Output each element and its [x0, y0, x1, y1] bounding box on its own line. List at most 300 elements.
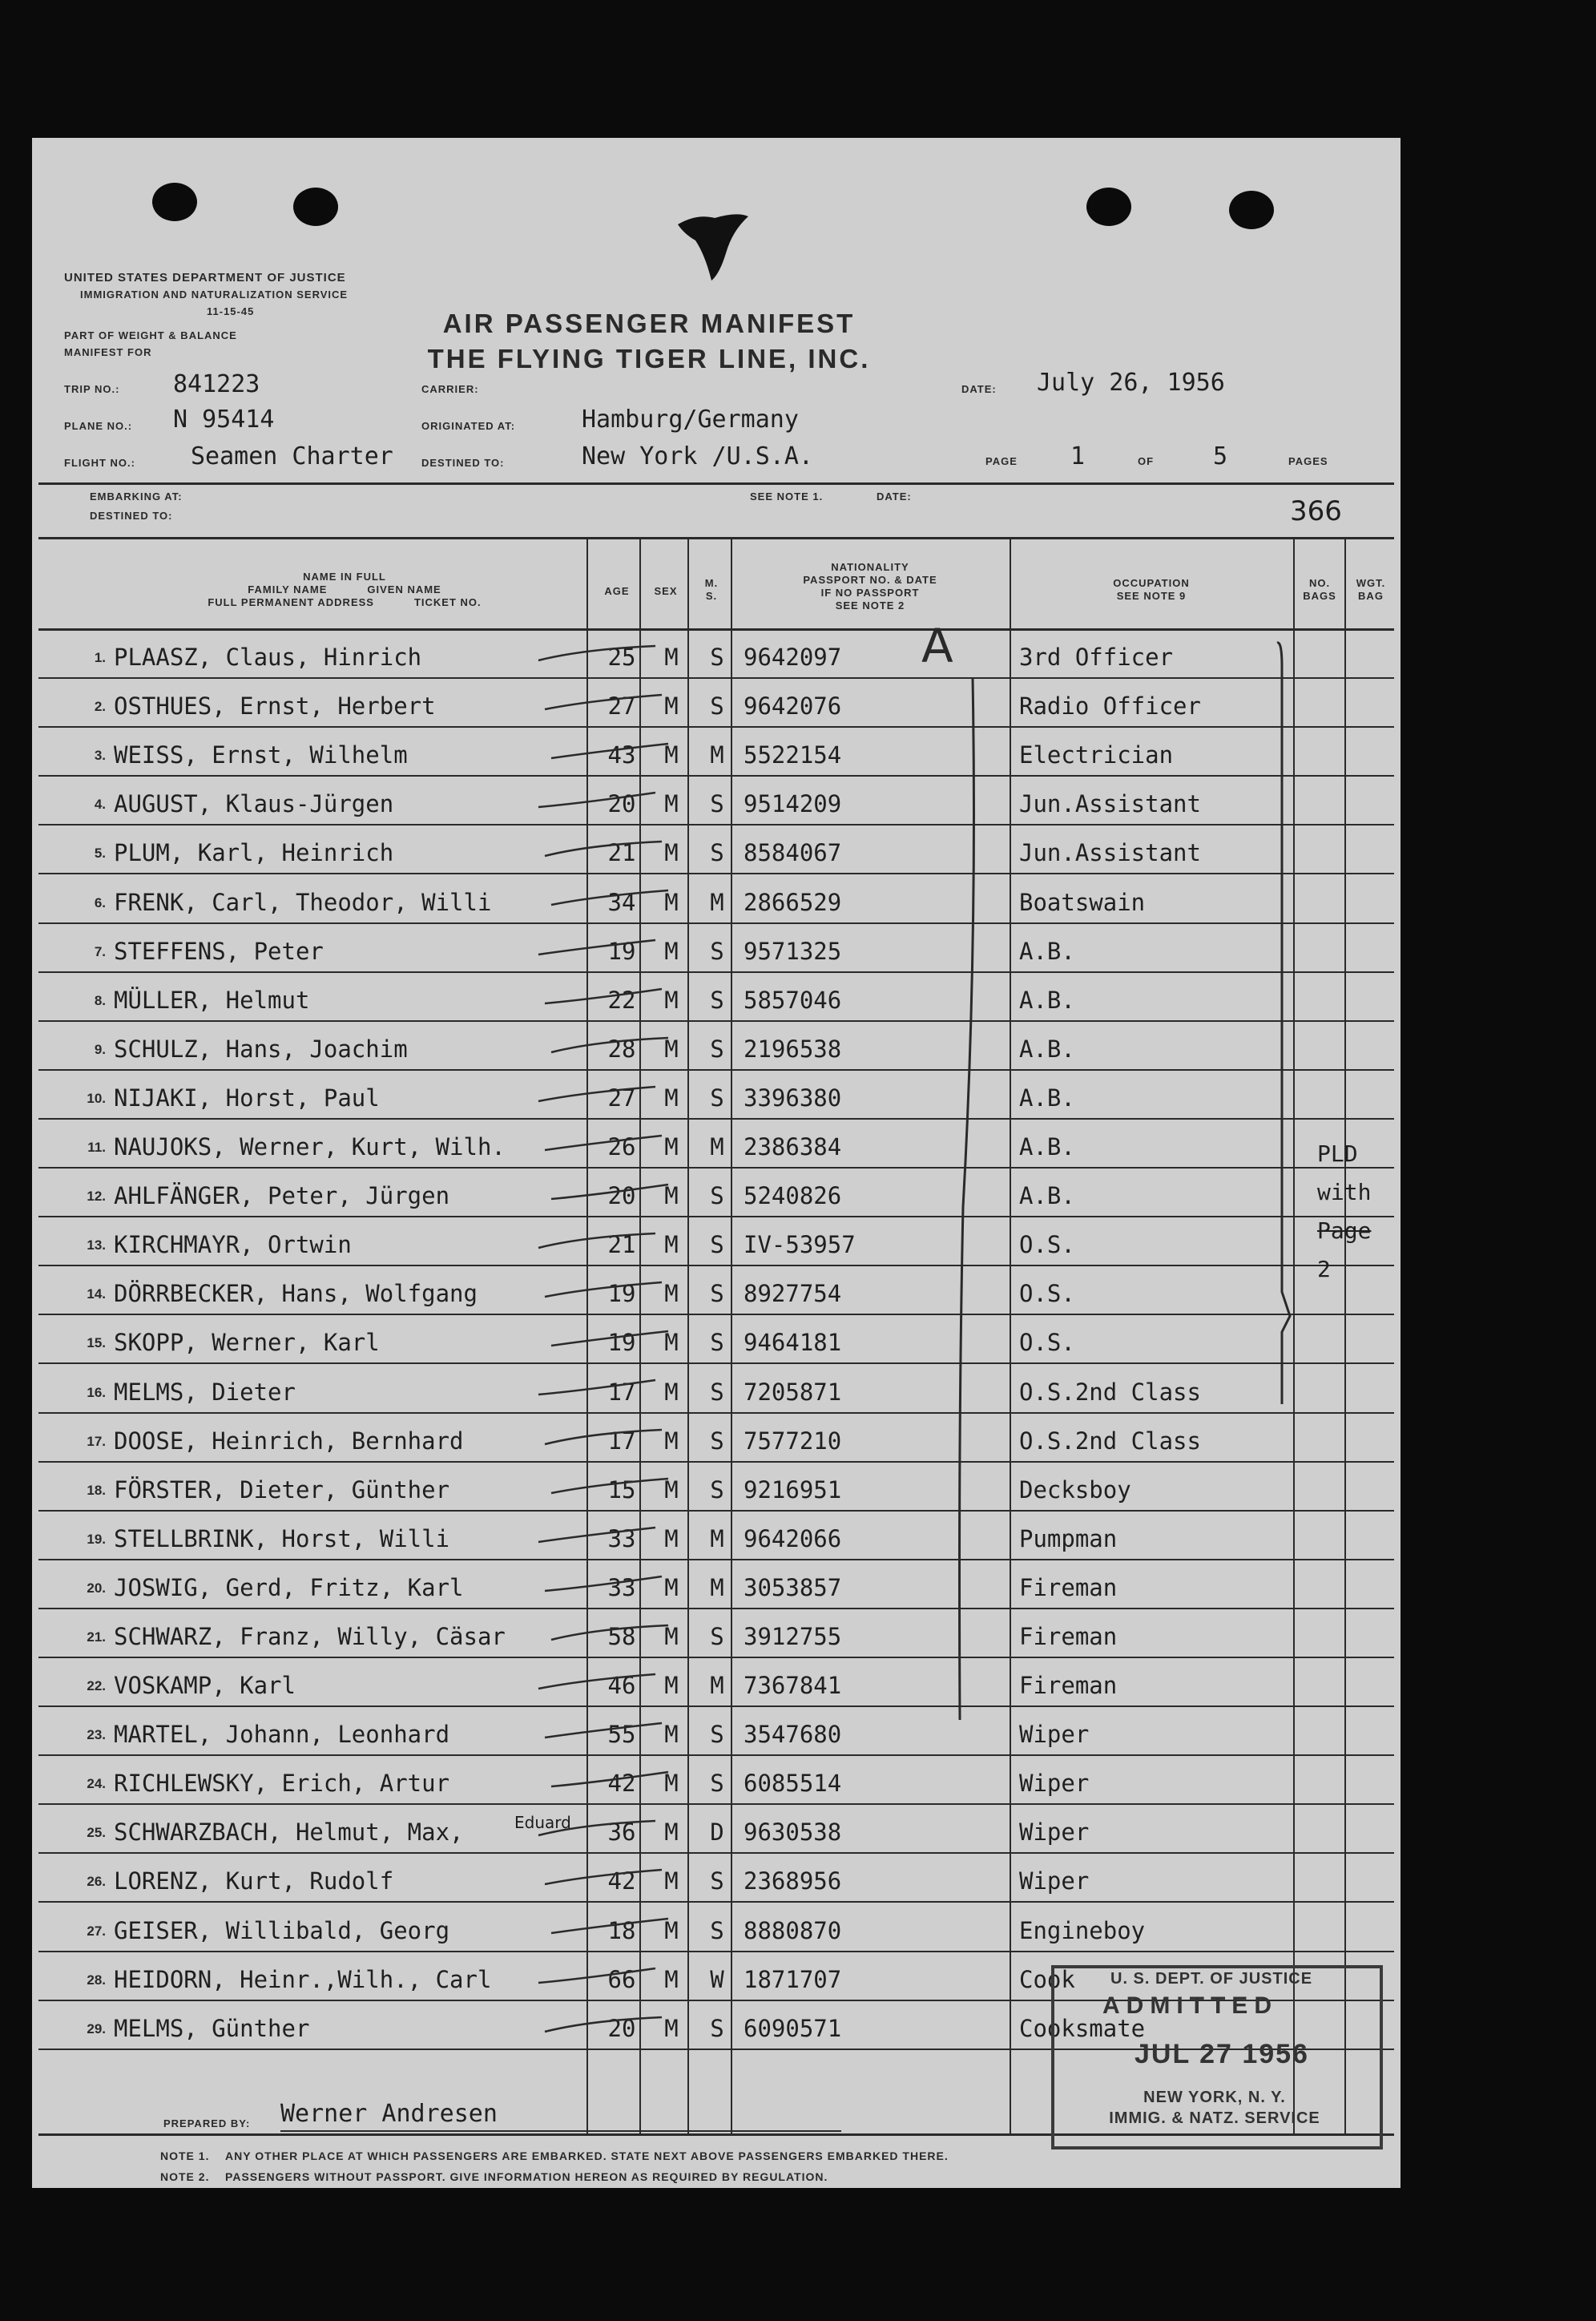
passenger-age: 19: [607, 937, 636, 965]
passenger-sex: M: [664, 1721, 679, 1749]
check-stroke: [548, 886, 676, 918]
row-number: 28.: [87, 1972, 106, 1988]
table-row: [38, 973, 1394, 1022]
passenger-name: FÖRSTER, Dieter, Günther: [114, 1475, 450, 1504]
passenger-occupation: Engineboy: [1019, 1916, 1146, 1944]
passenger-name: MARTEL, Johann, Leonhard: [114, 1721, 450, 1749]
passenger-sex: M: [664, 1965, 679, 1993]
row-number: 3.: [94, 748, 106, 764]
passenger-name: AHLFÄNGER, Peter, Jürgen: [114, 1182, 450, 1210]
passport-number: 6090571: [744, 2014, 842, 2042]
passenger-marital-status: S: [710, 2014, 724, 2042]
passport-number: IV-53957: [744, 1231, 856, 1259]
passenger-marital-status: S: [710, 1622, 724, 1650]
passport-number: 9630538: [744, 1818, 842, 1847]
passenger-marital-status: S: [710, 1867, 724, 1895]
passport-number: 8927754: [744, 1280, 842, 1308]
weight-line-1: PART OF WEIGHT & BALANCE: [64, 329, 237, 341]
ink-blot-mark: [673, 207, 753, 287]
passenger-marital-status: S: [710, 1427, 724, 1455]
passenger-name: RICHLEWSKY, Erich, Artur: [114, 1770, 450, 1798]
passenger-sex: M: [664, 644, 679, 672]
check-stroke: [548, 1326, 676, 1358]
table-row: [38, 874, 1394, 923]
passenger-occupation: O.S.: [1019, 1329, 1075, 1357]
passenger-age: 19: [607, 1280, 636, 1308]
passenger-age: 25: [607, 644, 636, 672]
table-row: [38, 1658, 1394, 1707]
check-stroke: [542, 837, 670, 869]
passenger-age: 21: [607, 1231, 636, 1259]
passenger-sex: M: [664, 1182, 679, 1210]
table-row: [38, 924, 1394, 973]
passenger-name: SCHWARZBACH, Helmut, Max,: [114, 1818, 464, 1847]
passenger-marital-status: M: [710, 1133, 724, 1161]
passenger-sex: M: [664, 1573, 679, 1601]
weight-balance-block: [64, 327, 237, 361]
table-row: [38, 1364, 1394, 1413]
row-number: 12.: [87, 1189, 106, 1205]
check-stroke: [548, 1767, 676, 1799]
passport-number: 9642066: [744, 1524, 842, 1552]
row-number: 5.: [94, 846, 106, 862]
passenger-marital-status: S: [710, 1084, 724, 1112]
originated-label: ORIGINATED AT:: [421, 420, 516, 432]
passenger-sex: M: [664, 1133, 679, 1161]
passenger-age: 34: [607, 888, 636, 916]
prepared-label: PREPARED BY:: [163, 2117, 251, 2129]
row-number: 29.: [87, 2020, 106, 2036]
row-number: 15.: [87, 1335, 106, 1351]
passenger-occupation: Fireman: [1019, 1672, 1118, 1700]
check-stroke: [548, 1474, 676, 1506]
page-value: 1: [1070, 442, 1086, 470]
table-top-rule: [38, 537, 1394, 539]
passenger-name: SCHULZ, Hans, Joachim: [114, 1035, 408, 1063]
row-number: 19.: [87, 1531, 106, 1547]
title-line-2: THE FLYING TIGER LINE, INC.: [427, 344, 871, 373]
flight-label: FLIGHT NO.:: [64, 457, 135, 469]
passenger-occupation: Wiper: [1019, 1770, 1090, 1798]
passenger-age: 21: [607, 839, 636, 867]
passenger-marital-status: S: [710, 644, 724, 672]
check-stroke: [542, 984, 670, 1016]
passport-number: 9464181: [744, 1329, 842, 1357]
passenger-occupation: Pumpman: [1019, 1524, 1118, 1552]
row-number: 23.: [87, 1727, 106, 1743]
passenger-occupation: Cooksmate: [1019, 2014, 1146, 2042]
row-number: 4.: [94, 797, 106, 813]
plane-value: N 95414: [173, 406, 275, 434]
passenger-marital-status: S: [710, 1231, 724, 1259]
passenger-marital-status: S: [710, 937, 724, 965]
passenger-age: 22: [607, 986, 636, 1014]
table-row: [38, 1266, 1394, 1315]
col-passport-header: NATIONALITY PASSPORT NO. & DATE IF NO PASSPORT SEE NOTE 2: [803, 561, 937, 612]
col-ms-header: M. S.: [704, 577, 719, 602]
passenger-name: HEIDORN, Heinr.,Wilh., Carl: [114, 1965, 492, 1993]
passenger-sex: M: [664, 1867, 679, 1895]
page-stamp-number: 366: [1290, 495, 1342, 527]
passenger-name: NIJAKI, Horst, Paul: [114, 1084, 380, 1112]
table-row: [38, 630, 1394, 679]
passenger-name: FRENK, Carl, Theodor, Willi: [114, 888, 492, 916]
col-bags-header: NO. BAGS: [1303, 577, 1336, 602]
table-row: [38, 1805, 1394, 1854]
row-number: 27.: [87, 1923, 106, 1939]
passenger-name: MELMS, Dieter: [114, 1378, 296, 1406]
passenger-name: AUGUST, Klaus-Jürgen: [114, 790, 394, 818]
row-number: 2.: [94, 699, 106, 715]
bracket-mark: [1266, 635, 1298, 1420]
passenger-name: LORENZ, Kurt, Rudolf: [114, 1867, 394, 1895]
passenger-name: PLUM, Karl, Heinrich: [114, 839, 394, 867]
check-stroke: [542, 690, 670, 722]
passenger-age: 46: [607, 1672, 636, 1700]
check-stroke: [542, 1425, 670, 1457]
row-number: 18.: [87, 1482, 106, 1498]
passenger-age: 66: [607, 1965, 636, 1993]
passenger-occupation: A.B.: [1019, 1133, 1075, 1161]
passenger-sex: M: [664, 1818, 679, 1847]
passenger-occupation: Decksboy: [1019, 1475, 1131, 1504]
passenger-occupation: 3rd Officer: [1019, 644, 1174, 672]
passenger-marital-status: S: [710, 1329, 724, 1357]
passenger-marital-status: M: [710, 1573, 724, 1601]
passenger-age: 17: [607, 1378, 636, 1406]
note-2: NOTE 2. PASSENGERS WITHOUT PASSPORT. GIVE INFORMATION HEREON AS REQUIRED BY REGULATION.: [160, 2170, 828, 2183]
passport-number: 2196538: [744, 1035, 842, 1063]
passenger-marital-status: D: [710, 1818, 724, 1847]
table-row: [38, 1169, 1394, 1217]
weight-line-2: MANIFEST FOR: [64, 346, 152, 358]
check-stroke: [535, 1964, 663, 1996]
trip-value: 841223: [173, 370, 260, 398]
passenger-occupation: Wiper: [1019, 1867, 1090, 1895]
passport-number: 6085514: [744, 1770, 842, 1798]
passenger-age: 43: [607, 741, 636, 769]
passenger-age: 58: [607, 1622, 636, 1650]
table-row: [38, 1071, 1394, 1120]
passenger-marital-status: S: [710, 1378, 724, 1406]
department-name: UNITED STATES DEPARTMENT OF JUSTICE: [64, 271, 346, 285]
passenger-marital-status: S: [710, 1280, 724, 1308]
punch-hole: [152, 183, 197, 221]
passenger-sex: M: [664, 790, 679, 818]
passenger-sex: M: [664, 1672, 679, 1700]
passenger-age: 20: [607, 2014, 636, 2042]
passport-number: 2386384: [744, 1133, 842, 1161]
passenger-age: 20: [607, 790, 636, 818]
table-row: [38, 1756, 1394, 1805]
table-row: [38, 1903, 1394, 1952]
row-number: 25.: [87, 1825, 106, 1841]
passport-number: 8880870: [744, 1916, 842, 1944]
passenger-age: 27: [607, 1084, 636, 1112]
passenger-age: 17: [607, 1427, 636, 1455]
table-row: [38, 728, 1394, 777]
row-number: 26.: [87, 1874, 106, 1890]
passenger-age: 36: [607, 1818, 636, 1847]
destined2-label: DESTINED TO:: [90, 510, 173, 522]
row-number: 24.: [87, 1776, 106, 1792]
row-number: 7.: [94, 943, 106, 959]
passport-number: 2368956: [744, 1867, 842, 1895]
manifest-title: [401, 306, 897, 377]
passport-number: 7205871: [744, 1378, 842, 1406]
passenger-occupation: A.B.: [1019, 1035, 1075, 1063]
passenger-sex: M: [664, 839, 679, 867]
title-line-1: AIR PASSENGER MANIFEST: [442, 309, 856, 338]
col-name-header: NAME IN FULL FAMILY NAME GIVEN NAME FULL PERMANENT ADDRESS TICKET NO.: [208, 571, 482, 608]
passenger-occupation: Wiper: [1019, 1721, 1090, 1749]
check-stroke: [548, 1621, 676, 1653]
destined-label: DESTINED TO:: [421, 457, 505, 469]
table-row: [38, 1120, 1394, 1169]
passenger-occupation: O.S.2nd Class: [1019, 1427, 1201, 1455]
passenger-name: NAUJOKS, Werner, Kurt, Wilh.: [114, 1133, 506, 1161]
passenger-occupation: O.S.: [1019, 1280, 1075, 1308]
passport-number: 1871707: [744, 1965, 842, 1993]
passenger-marital-status: S: [710, 1770, 724, 1798]
passenger-age: 18: [607, 1916, 636, 1944]
passenger-sex: M: [664, 937, 679, 965]
table-row: [38, 1854, 1394, 1903]
passenger-name: KIRCHMAYR, Ortwin: [114, 1231, 352, 1259]
passenger-age: 15: [607, 1475, 636, 1504]
col-sex-header: SEX: [654, 585, 678, 597]
check-stroke: [535, 1082, 663, 1114]
passenger-sex: M: [664, 1084, 679, 1112]
passenger-name: DÖRRBECKER, Hans, Wolfgang: [114, 1280, 478, 1308]
signature-line: [280, 2130, 841, 2132]
passenger-sex: M: [664, 1524, 679, 1552]
passenger-occupation: O.S.: [1019, 1231, 1075, 1259]
passenger-age: 27: [607, 692, 636, 721]
passenger-age: 20: [607, 1182, 636, 1210]
check-stroke: [548, 1914, 676, 1946]
passenger-occupation: A.B.: [1019, 986, 1075, 1014]
embarking-label: EMBARKING AT:: [90, 490, 183, 503]
destined-value: New York /U.S.A.: [582, 442, 813, 470]
passenger-marital-status: S: [710, 1035, 724, 1063]
passenger-occupation: Radio Officer: [1019, 692, 1201, 721]
passenger-sex: M: [664, 1427, 679, 1455]
plane-label: PLANE NO.:: [64, 420, 133, 432]
check-stroke: [542, 1572, 670, 1604]
carrier-label: CARRIER:: [421, 383, 479, 395]
passenger-name: STELLBRINK, Horst, Willi: [114, 1524, 450, 1552]
table-row: [38, 679, 1394, 728]
table-row: [38, 1609, 1394, 1658]
row-number: 17.: [87, 1433, 106, 1449]
table-row: [38, 1560, 1394, 1609]
passenger-marital-status: S: [710, 692, 724, 721]
passport-number: 9642097: [744, 644, 842, 672]
row-number: 1.: [94, 650, 106, 666]
passenger-name: GEISER, Willibald, Georg: [114, 1916, 450, 1944]
page-label: PAGE: [985, 455, 1018, 467]
row-number: 20.: [87, 1580, 106, 1596]
passenger-marital-status: S: [710, 1182, 724, 1210]
passport-number: 9571325: [744, 937, 842, 965]
passenger-occupation: Electrician: [1019, 741, 1174, 769]
passenger-name: VOSKAMP, Karl: [114, 1672, 296, 1700]
passenger-name: OSTHUES, Ernst, Herbert: [114, 692, 436, 721]
passenger-occupation: O.S.2nd Class: [1019, 1378, 1201, 1406]
stamp-dept: U. S. DEPT. OF JUSTICE: [1110, 1970, 1313, 1988]
passenger-sex: M: [664, 1475, 679, 1504]
row-number: 21.: [87, 1629, 106, 1645]
col-wgt-header: WGT. BAG: [1356, 577, 1386, 602]
passenger-name: SCHWARZ, Franz, Willy, Cäsar: [114, 1622, 506, 1650]
stamp-city-block: [1054, 2087, 1375, 2129]
table-row: [38, 1463, 1394, 1512]
passenger-marital-status: S: [710, 790, 724, 818]
row-number: 9.: [94, 1041, 106, 1057]
passenger-sex: M: [664, 1329, 679, 1357]
form-date: 11-15-45: [207, 305, 255, 317]
passenger-age: 26: [607, 1133, 636, 1161]
passenger-sex: M: [664, 1231, 679, 1259]
passport-number: 5857046: [744, 986, 842, 1014]
passenger-sex: M: [664, 692, 679, 721]
passenger-sex: M: [664, 741, 679, 769]
passenger-name: DOOSE, Heinrich, Bernhard: [114, 1427, 464, 1455]
passenger-occupation: Wiper: [1019, 1818, 1090, 1847]
row-number: 13.: [87, 1237, 106, 1253]
passport-number: 9216951: [744, 1475, 842, 1504]
check-stroke: [535, 1523, 663, 1555]
check-stroke: [542, 1131, 670, 1163]
date2-label: DATE:: [877, 490, 912, 503]
passenger-occupation: A.B.: [1019, 937, 1075, 965]
stamp-city: NEW YORK, N. Y.: [1143, 2089, 1286, 2106]
pld-note: PLD with Page 2: [1317, 1140, 1372, 1282]
passenger-name: SKOPP, Werner, Karl: [114, 1329, 380, 1357]
table-row: [38, 825, 1394, 874]
passenger-name: JOSWIG, Gerd, Fritz, Karl: [114, 1573, 464, 1601]
manifest-sheet: [32, 138, 1401, 2188]
row-number: 14.: [87, 1286, 106, 1302]
admitted-stamp: [1051, 1965, 1383, 2149]
passenger-marital-status: S: [710, 1916, 724, 1944]
stamp-date: JUL 27 1956: [1135, 2039, 1309, 2069]
passenger-marital-status: M: [710, 1672, 724, 1700]
passenger-sex: M: [664, 1280, 679, 1308]
passenger-age: 19: [607, 1329, 636, 1357]
passport-number: 5240826: [744, 1182, 842, 1210]
trip-label: TRIP NO.:: [64, 383, 120, 395]
passenger-marital-status: M: [710, 888, 724, 916]
row-number: 16.: [87, 1384, 106, 1400]
passport-number: 9514209: [744, 790, 842, 818]
passport-number: 2866529: [744, 888, 842, 916]
row-number: 10.: [87, 1090, 106, 1106]
check-stroke: [548, 1033, 676, 1065]
stamp-admitted: ADMITTED: [1102, 1992, 1278, 2019]
passenger-marital-status: W: [710, 1965, 724, 1993]
passenger-sex: M: [664, 1622, 679, 1650]
passenger-sex: M: [664, 1378, 679, 1406]
passenger-occupation: A.B.: [1019, 1084, 1075, 1112]
row-number: 6.: [94, 894, 106, 910]
passenger-marital-status: S: [710, 1475, 724, 1504]
passenger-sex: M: [664, 1916, 679, 1944]
table-row: [38, 1414, 1394, 1463]
check-stroke: [548, 739, 676, 771]
passenger-occupation: A.B.: [1019, 1182, 1075, 1210]
originated-value: Hamburg/Germany: [582, 406, 799, 434]
passenger-marital-status: S: [710, 986, 724, 1014]
passenger-age: 42: [607, 1867, 636, 1895]
stamp-service: IMMIG. & NATZ. SERVICE: [1109, 2109, 1320, 2127]
punch-hole: [293, 188, 338, 226]
passenger-age: 55: [607, 1721, 636, 1749]
passenger-occupation: Fireman: [1019, 1573, 1118, 1601]
passport-number: 8584067: [744, 839, 842, 867]
check-stroke: [542, 2012, 670, 2044]
passport-number: 7577210: [744, 1427, 842, 1455]
of-value: 5: [1213, 442, 1228, 470]
table-row: [38, 1512, 1394, 1560]
row-number: 11.: [87, 1140, 106, 1156]
passenger-marital-status: S: [710, 1721, 724, 1749]
service-name: IMMIGRATION AND NATURALIZATION SERVICE: [80, 289, 349, 301]
passport-number: 7367841: [744, 1672, 842, 1700]
check-stroke: [535, 935, 663, 967]
header-rule: [38, 482, 1394, 485]
passenger-age: 28: [607, 1035, 636, 1063]
passenger-name: WEISS, Ernst, Wilhelm: [114, 741, 408, 769]
handwritten-eduard: Eduard: [514, 1813, 571, 1832]
table-row: [38, 1707, 1394, 1756]
passenger-table: [38, 630, 1394, 2050]
check-stroke: [535, 1375, 663, 1407]
passport-number: 3912755: [744, 1622, 842, 1650]
punch-hole: [1229, 191, 1274, 229]
passenger-marital-status: M: [710, 1524, 724, 1552]
check-stroke: [542, 1865, 670, 1897]
passport-number: 3396380: [744, 1084, 842, 1112]
of-label: OF: [1138, 455, 1155, 467]
passenger-age: 42: [607, 1770, 636, 1798]
note-1: NOTE 1. ANY OTHER PLACE AT WHICH PASSENGERS ARE EMBARKED. STATE NEXT ABOVE PASSENGERS EMBARKED THERE.: [160, 2149, 949, 2162]
passenger-occupation: Cook: [1019, 1965, 1075, 1993]
passenger-marital-status: M: [710, 741, 724, 769]
table-row: [38, 777, 1394, 825]
passenger-marital-status: S: [710, 839, 724, 867]
passenger-name: PLAASZ, Claus, Hinrich: [114, 644, 422, 672]
col-age-header: AGE: [604, 585, 630, 597]
passenger-occupation: Fireman: [1019, 1622, 1118, 1650]
passenger-name: MÜLLER, Helmut: [114, 986, 310, 1014]
pages-label: PAGES: [1288, 455, 1328, 467]
passport-number: 3547680: [744, 1721, 842, 1749]
passenger-name: STEFFENS, Peter: [114, 937, 324, 965]
check-stroke: [535, 788, 663, 820]
handwritten-check-line: [913, 630, 1010, 1736]
department-block: [64, 269, 348, 320]
check-stroke: [542, 1278, 670, 1310]
flight-value: Seamen Charter: [191, 442, 393, 470]
see-note-label: SEE NOTE 1.: [750, 490, 824, 503]
passenger-occupation: Jun.Assistant: [1019, 839, 1201, 867]
check-stroke: [542, 1718, 670, 1750]
check-stroke: [548, 1180, 676, 1212]
punch-hole: [1086, 188, 1131, 226]
table-row: [38, 1315, 1394, 1364]
